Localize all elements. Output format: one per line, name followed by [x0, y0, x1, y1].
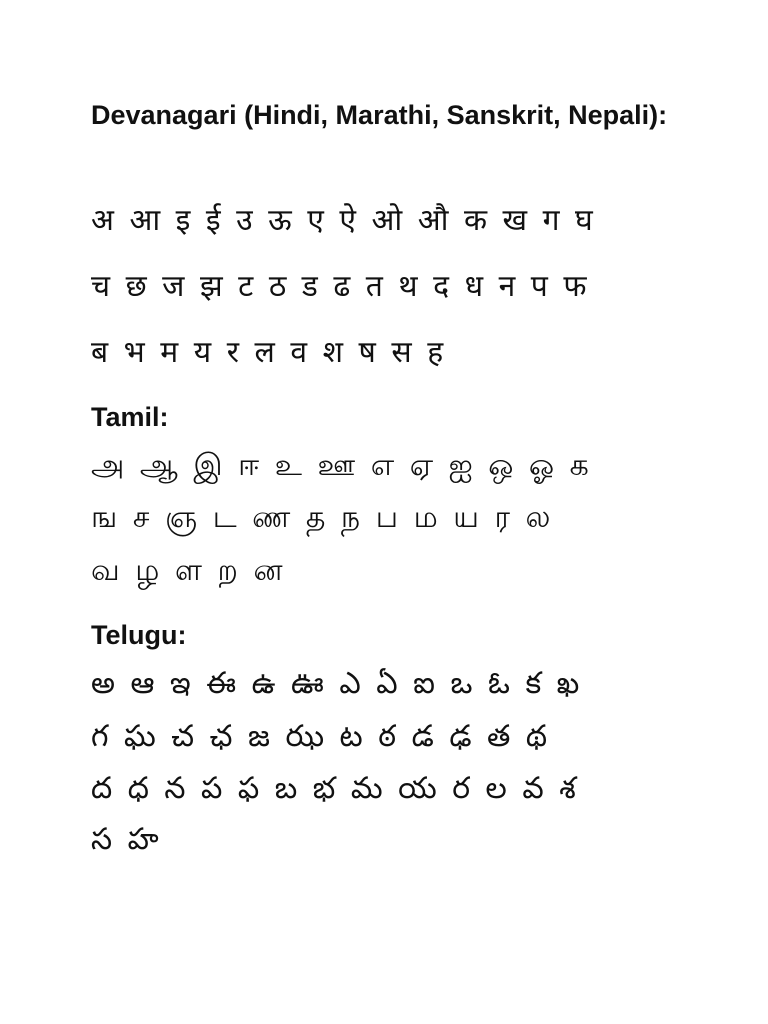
tamil-row-2: ங ச ஞ ட ண த ந ப ம ய ர ல — [91, 500, 551, 535]
telugu-heading: Telugu: — [91, 620, 187, 650]
devanagari-heading: Devanagari (Hindi, Marathi, Sanskrit, Nepali): — [91, 100, 668, 130]
telugu-row-4: స హ — [91, 822, 159, 857]
tamil-heading: Tamil: — [91, 402, 169, 432]
tamil-row-1: அ ஆ இ ஈ உ ஊ எ ஏ ஐ ஒ ஓ க — [91, 448, 589, 483]
tamil-row-3: வ ழ ள ற ன — [91, 553, 283, 588]
devanagari-row-1: अ आ इ ई उ ऊ ए ऐ ओ औ क ख ग घ — [91, 203, 593, 238]
devanagari-row-3: ब भ म य र ल व श ष स ह — [91, 335, 444, 370]
devanagari-row-2: च छ ज झ ट ठ ड ढ त थ द ध न प फ — [91, 269, 587, 304]
telugu-row-1: అ ఆ ఇ ఈ ఉ ఊ ఎ ఏ ఐ ఒ ఓ క ఖ — [91, 666, 580, 701]
telugu-row-3: ద ధ న ప ఫ బ భ మ య ర ల వ శ — [91, 771, 576, 806]
telugu-row-2: గ ఘ చ ఛ జ ఝ ట ఠ డ ఢ త థ — [91, 719, 548, 754]
